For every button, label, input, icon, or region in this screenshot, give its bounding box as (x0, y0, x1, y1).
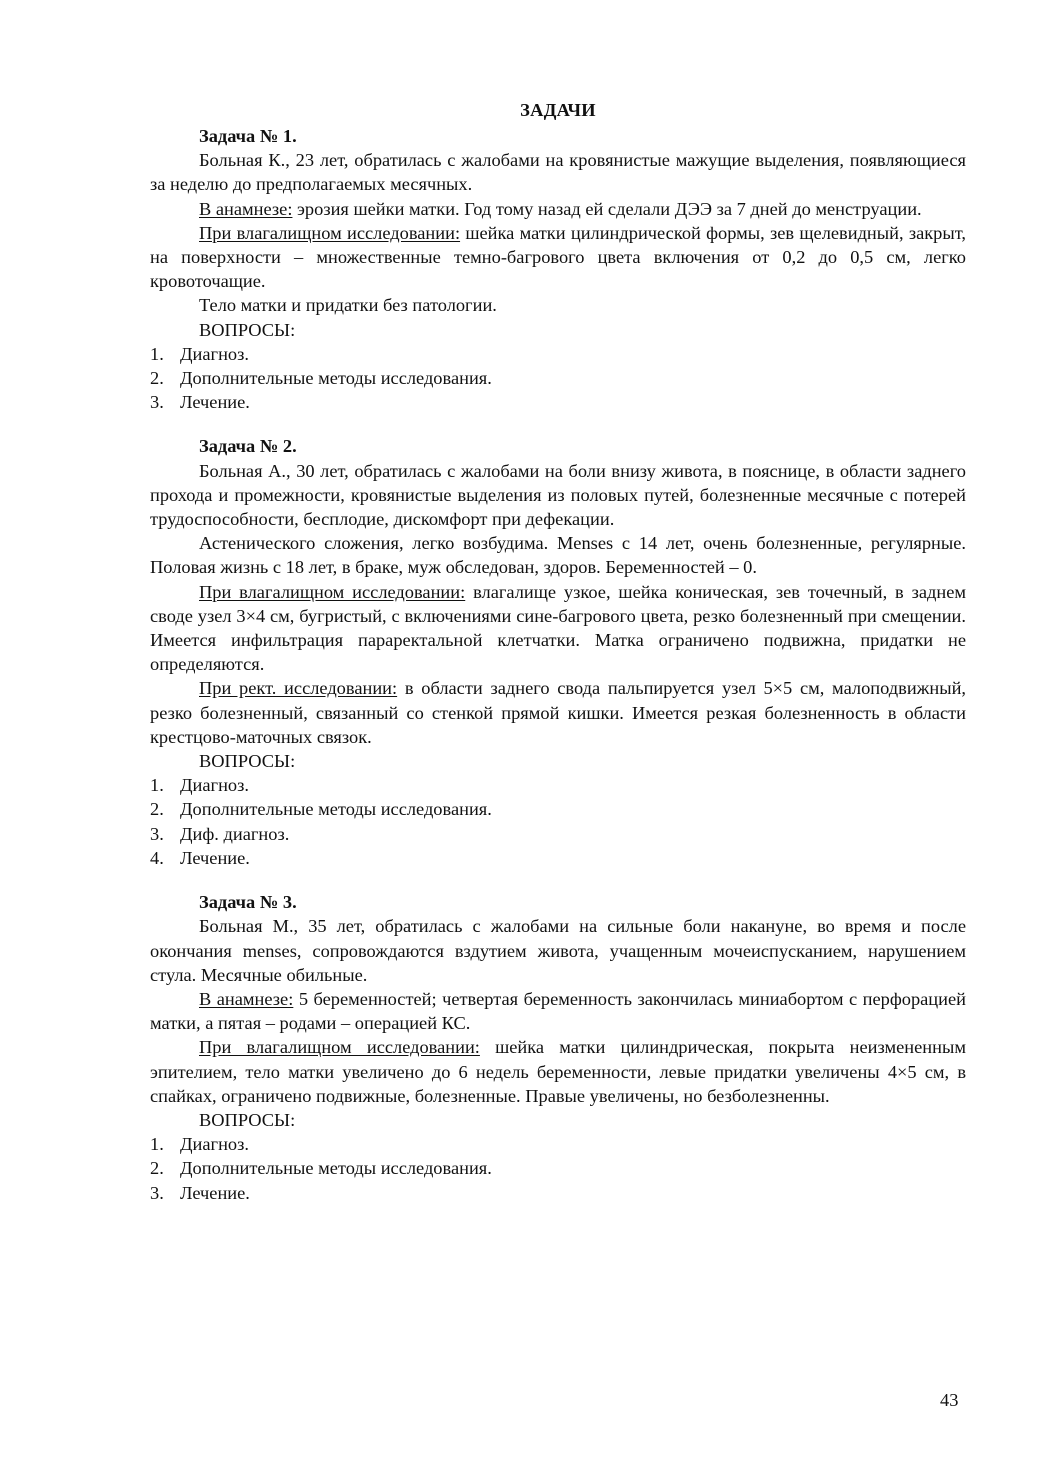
questions-list (150, 773, 966, 870)
rectal-exam-paragraph (150, 676, 966, 749)
vaginal-exam-paragraph (150, 580, 966, 677)
question-item: 1. Диагноз. (150, 1134, 249, 1155)
question-item: 1. Диагноз. (150, 775, 249, 796)
findings-paragraph: Тело матки и придатки без патологии. (199, 295, 497, 316)
anamnesis-text: эрозия шейки матки. Год тому назад ей сделали ДЭЭ за 7 дней до менструации. (292, 198, 922, 219)
task-1 (150, 124, 966, 414)
anamnesis-text: 5 беременностей; четвертая беременность закончилась миниабортом с перфорацией матки, а пятая – родами – операцией КС. (150, 988, 966, 1034)
vaginal-exam-paragraph (150, 221, 966, 294)
task-heading: Задача № 1. (199, 126, 297, 146)
vaginal-exam-text: шейка матки цилиндрической формы, зев щелевидный, закрыт, на поверхности – множественные темно-багрового цвета включения от 0,2 до 0,5 см, легко кровоточащие. (150, 222, 966, 292)
complaints-paragraph: Больная К., 23 лет, обратилась с жалобами на кровянистые мажущие выделения, появляющиеся за неделю до предполагаемых месячных. (150, 150, 966, 195)
question-item: 3. Лечение. (150, 392, 250, 413)
page-number: 43 (940, 1390, 959, 1410)
task-3 (150, 890, 966, 1205)
rectal-exam-label: При рект. исследовании: (199, 678, 398, 699)
document-page (150, 96, 966, 1205)
anamnesis-label: В анамнезе: (199, 198, 293, 219)
questions-list (150, 342, 966, 415)
question-item: 4. Лечение. (150, 847, 250, 868)
question-item: 3. Диф. диагноз. (150, 823, 290, 844)
vaginal-exam-label: При влагалищном исследовании: (199, 1037, 480, 1058)
anamnesis-label: В анамнезе: (199, 988, 294, 1009)
history-paragraph: Астенического сложения, легко возбудима. Menses с 14 лет, очень болезненные, регулярные. Половая жизнь с 18 лет, в браке, муж обследован, здоров. Беременностей – 0. (150, 533, 966, 578)
vaginal-exam-label: При влагалищном исследовании: (199, 222, 461, 243)
vaginal-exam-label: При влагалищном исследовании: (199, 581, 466, 602)
complaints-paragraph: Больная М., 35 лет, обратилась с жалобами на сильные боли накануне, во время и после окончания menses, сопровождаются вздутием живота, учащенным мочеиспусканием, нарушением стула. Месячные обильные. (150, 916, 966, 985)
complaints-paragraph: Больная А., 30 лет, обратилась с жалобами на боли внизу живота, в пояснице, в области заднего прохода и промежности, кровянистые выделения из половых путей, болезненные месячные с потерей трудоспособности, бесплодие, дискомфорт при дефекации. (150, 460, 966, 530)
question-item: 1. Диагноз. (150, 343, 249, 364)
anamnesis-paragraph (150, 197, 966, 221)
question-item: 2. Дополнительные методы исследования. (150, 368, 492, 389)
vaginal-exam-text: шейка матки цилиндрическая, покрыта неизмененным эпителием, тело матки увеличено до 6 недель беременности, левые придатки увеличены 4×5 см, в спайках, ограничено подвижные, болезненные. Правые увеличены, но безболезненны. (150, 1037, 966, 1106)
rectal-exam-text: в области заднего свода пальпируется узел 5×5 см, малоподвижный, резко болезненный, связанный со стенкой прямой кишки. Имеется резкая болезненность в области крестцово-маточных связок. (150, 678, 967, 747)
questions-heading: ВОПРОСЫ: (199, 751, 296, 772)
questions-list (150, 1132, 966, 1205)
question-item: 2. Дополнительные методы исследования. (150, 1158, 492, 1179)
task-heading: Задача № 2. (199, 436, 297, 457)
vaginal-exam-text: влагалище узкое, шейка коническая, зев точечный, в заднем своде узел 3×4 см, бугристый, с включениями сине-багрового цвета, резко болезненный при смещении. Имеется инфильтрация параректальной клетчатки. Матка ограничено подвижна, придатки не определяются. (150, 581, 966, 675)
page-title: ЗАДАЧИ (520, 100, 596, 120)
questions-heading: ВОПРОСЫ: (199, 1109, 296, 1130)
task-heading: Задача № 3. (199, 892, 297, 913)
question-item: 3. Лечение. (150, 1182, 250, 1203)
anamnesis-paragraph (150, 987, 966, 1035)
task-2 (150, 434, 966, 870)
question-item: 2. Дополнительные методы исследования. (150, 799, 492, 820)
questions-heading: ВОПРОСЫ: (199, 319, 296, 340)
vaginal-exam-paragraph (150, 1035, 966, 1108)
